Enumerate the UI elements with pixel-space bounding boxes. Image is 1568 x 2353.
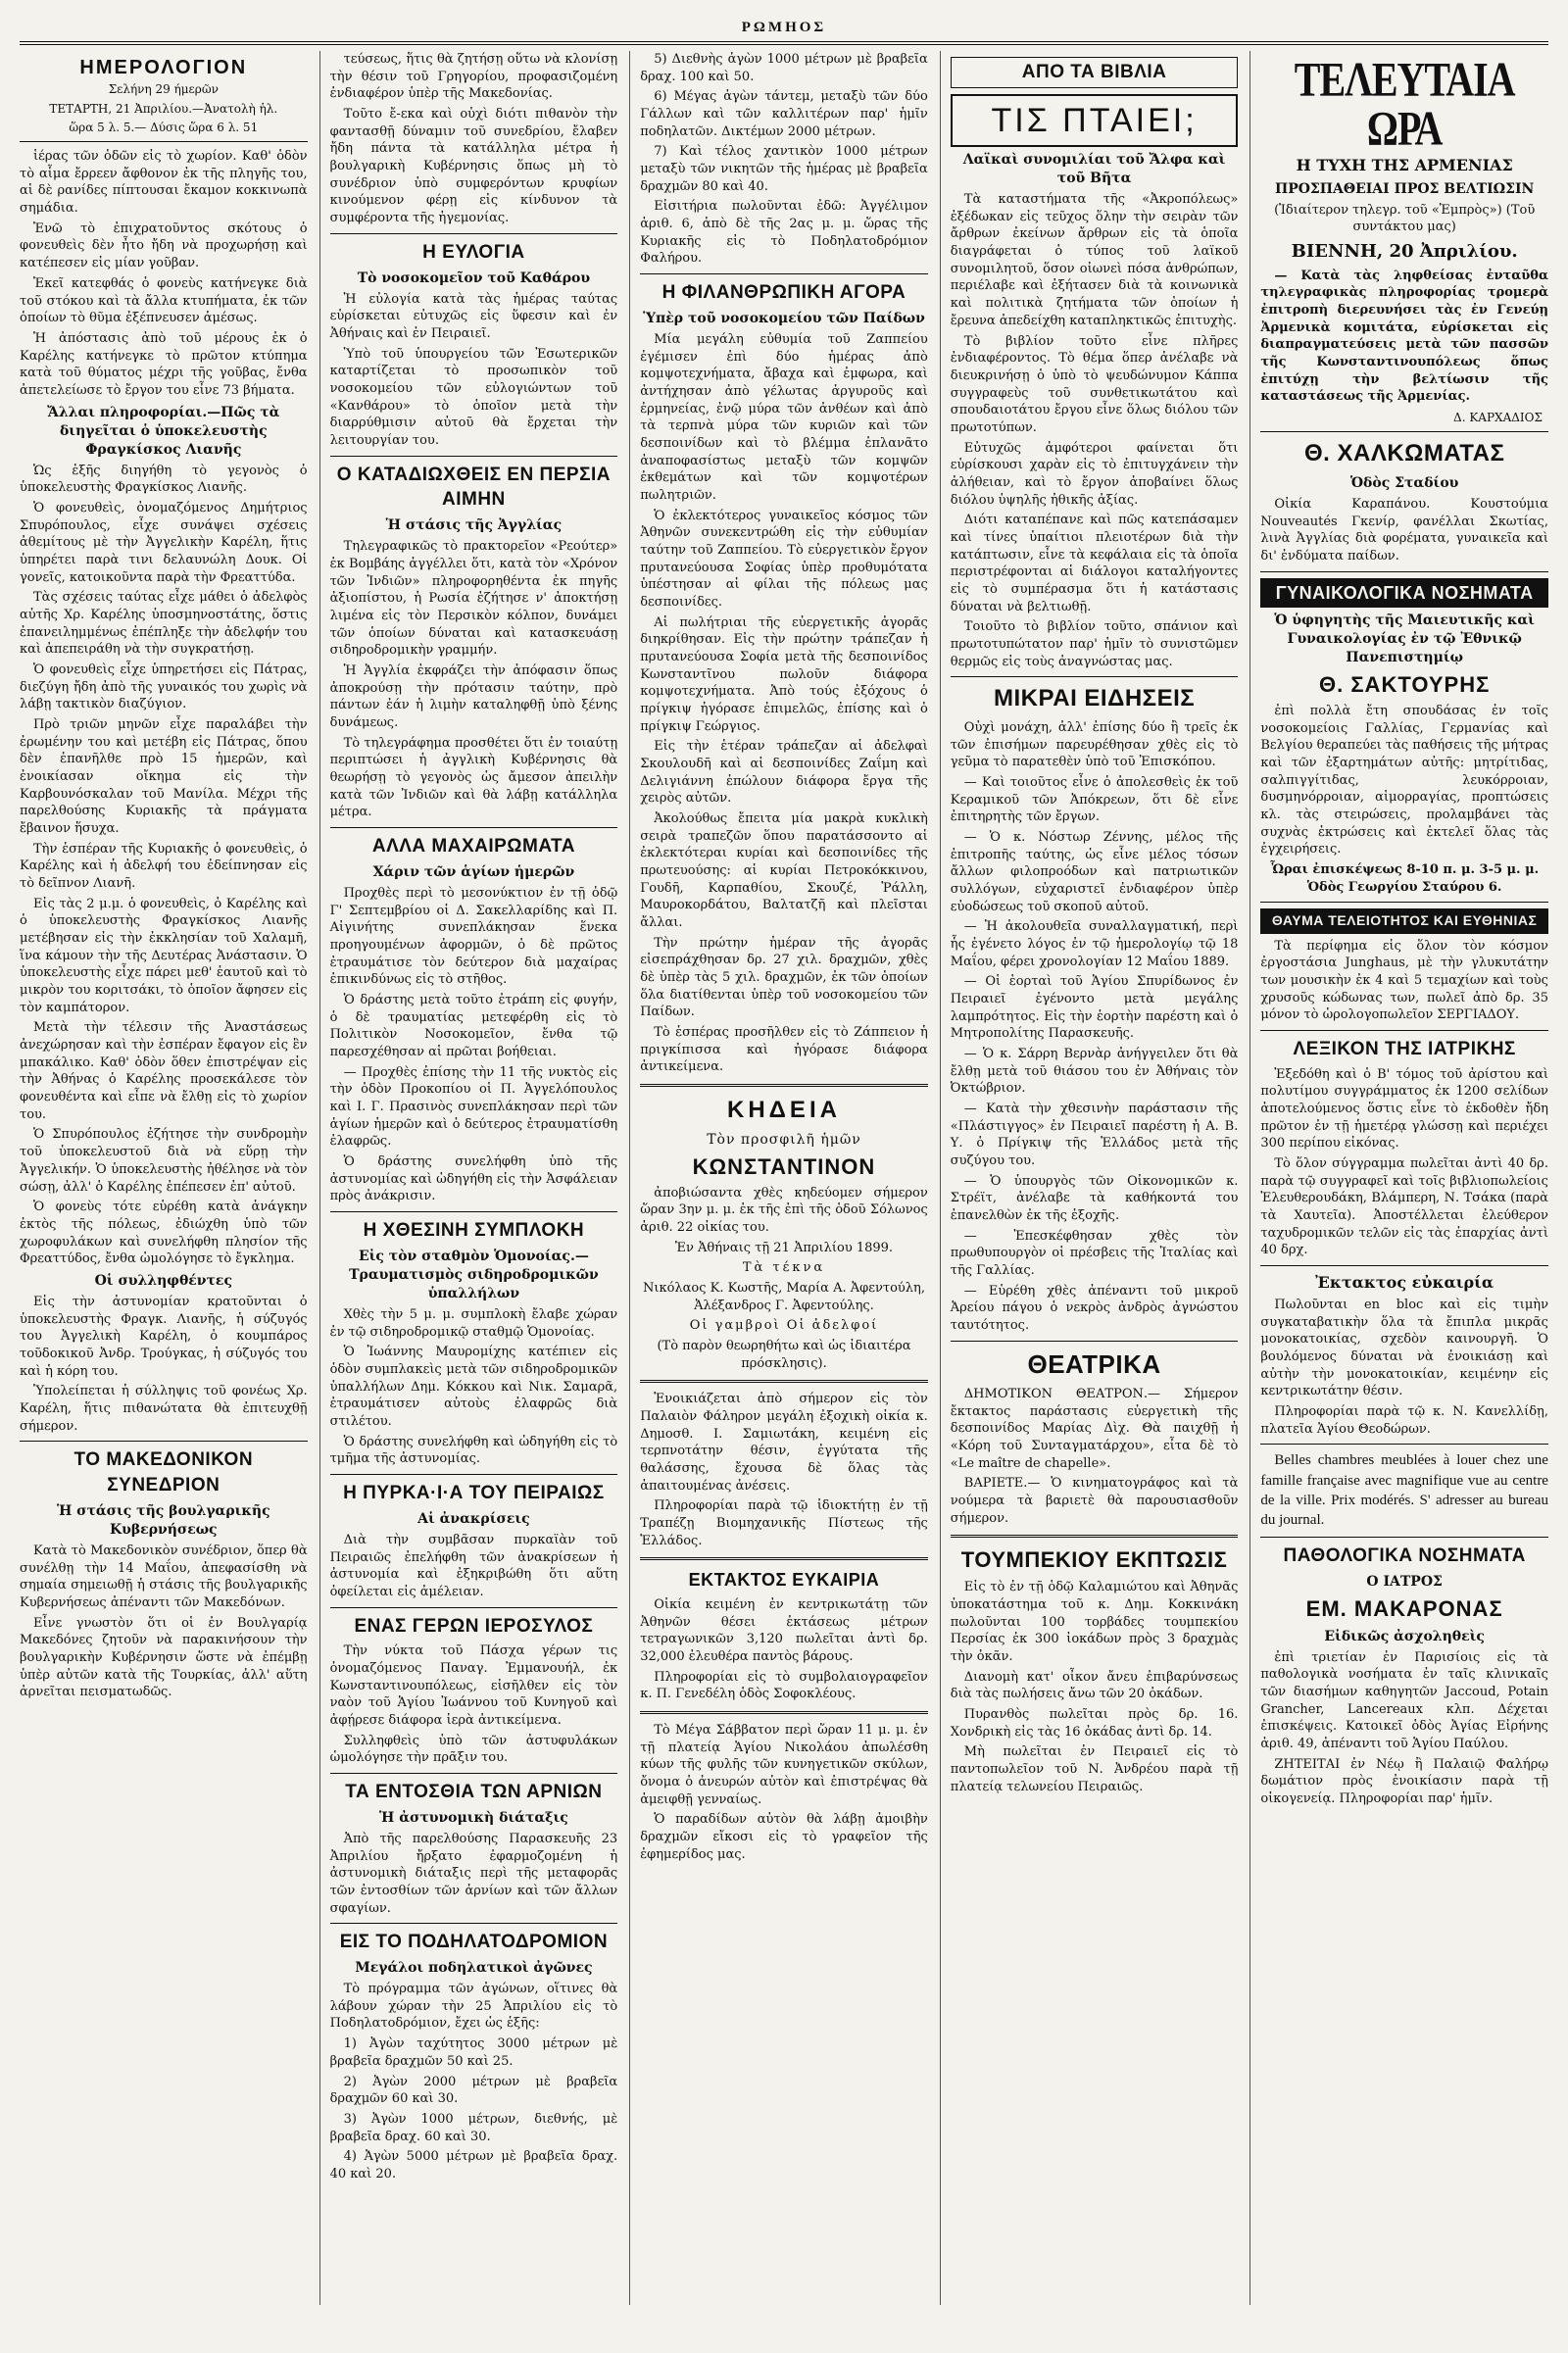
heading-macedonian-congress: ΤΟ ΜΑΚΕΔΟΝΙΚΟΝ ΣΥΝΕΔΡΙΟΝ [74,1449,254,1496]
article-murder: ἱέρας τῶν ὁδῶν εἰς τὸ χωρίον. Καθ' ὁδὸν τὸ αἷμα ἔρρεεν ἄφθονον ἐκ τῆς πληγῆς του, αἱ δὲ ρανίδες πίπτουσαι ἔκαμον κοκκινωπὰ σημάδια. Ἐνῶ τὸ ἐπιχρατοῦντος σκότους ὁ φονευθεὶς δὲν ἦτο ἤδη νὰ προχωρήσῃ καὶ κατέπεσεν εἰς μίαν γοῦβαν. Ἐκεῖ κατεφθάς ὁ φονεὺς κατήνεγκε διὰ τοῦ στόκου καὶ τὰ ἄλλα κτυπήματα, ἐκ τῶν ὁποίων τὸ θῦμα ἐξέπνευσεν ἀμέσως. Ἡ ἀπόστασις ἀπὸ τοῦ μέρους ἐκ ὁ Καρέλης κατήνεγκε τὸ πρῶτον κτύπημα κατὰ τοῦ θύματος μέχρι τῆς γοῦβας, ἔνθα ἀπετελείωσε τὸ ἔργον του εἶνε 73 βήματα. [20,149,308,398]
article-arrested: Εἰς τὴν ἀστυνομίαν κρατοῦνται ὁ ὑποκελευστὴς Φραγκ. Λιανῆς, ἡ σύζυγός του Ἀγγελικὴ Καρέλη, ὁ κουμπάρος τοῦδοκικοῦ Ἀνδρ. Τρούγκας, ἡ σύζυγός του καὶ ἡ κόρη του. Ὑπολείπεται ἡ σύλληψις τοῦ φονέως Χρ. Καρέλη, ἥτις πιθανώτατα θὰ ἐπιτευχθῇ σήμερον. [20,1294,308,1434]
subheading-police-order: Ἡ ἀστυνομικὴ διάταξις [379,1809,568,1826]
article-persia-port: Τηλεγραφικῶς τὸ πρακτορεῖον «Ρεούτερ» ἐκ Βομβάης ἀγγέλλει ὅτι, κατὰ τὸν «Χρόνον τῶν Ἰνδιῶν» πληροφορηθέντα ἐκ πηγῆς ἀξιοπίστου, ἡ Ρωσία ἐζήτησε ν' ἀποκτήσῃ λιμένα εἰς τὸν Περσικὸν κόλπον, δυνάμει τῶν ὁποίων δύναται καὶ κατασκευάσῃ σιδηροδρομικὴν γραμμήν. Ἡ Ἀγγλία ἐκφράζει τὴν ἀπόφασιν ὅπως ἀποκρούσῃ τὴν πρότασιν ταύτην, πρὸ πάντων ἐάν ἡ λιμὴν καταληφθῇ ὑπὸ ξένης δυνάμεως. Τὸ τηλεγράφημα προσθέτει ὅτι ἐν τοιαύτῃ περιπτώσει ἡ ἀγγλικὴ Κυβέρνησις θὰ θεωρήσῃ τὸ γεγονὸς ὡς ἄμεσον ἀπειλὴν κατὰ τῶν Ἰνδιῶν καὶ θὰ λάβῃ κατάλληλα μέτρα. [329,539,618,820]
article-old-thief: Τὴν νύκτα τοῦ Πάσχα γέρων τις ὀνομαζόμενος Παναγ. Ἐμμανουήλ, ἐκ Κωνσταντινουπόλεως, εἰσῆλθεν εἰς τὸν ναὸν τοῦ Ἁγίου Ἰωάννου τοῦ Κυνηγοῦ καὶ ἀφῄρεσε διάφορα ἱερὰ ἀντικείμενα. Συλληφθεὶς ὑπὸ τῶν ἀστυφυλάκων ὡμολόγησε τὴν πρᾶξιν του. [329,1643,618,1766]
funeral-deceased-name: ΚΩΝΣΤΑΝΤΙΝΟΝ [692,1153,876,1179]
column-3 [629,51,928,2305]
heading-funeral: ΚΗΔΕΙΑ [727,1097,841,1124]
doctor-saktouris: Θ. ΣΑΚΤΟΥΡΗΣ [1319,672,1491,698]
ad-gynecology: ἐπὶ πολλὰ ἔτη σπουδάσας ἐν τοῖς νοσοκομείοις Γαλλίας, Γερμανίας καὶ Βελγίου θεραπεύει τὰς παθήσεις τῆς μήτρας καὶ τῶν ἐξαρτημάτων αὐτῆς: μητρίτιδας, σαλπιγγίτιδας, λευκόρροιαν, δυσμηνόρροιαν, αἱμορραγίας, προπτώσεις κλ. τὰς στειρώσεις, προλαμβάνει τὰς συχνὰς ἐκτρώσεις καὶ ἐκτελεῖ ὅλας τὰς ἐγχειρήσεις. Ὧραι ἐπισκέψεως 8-10 π. μ. 3-5 μ. μ. Ὁδὸς Γεωργίου Σταύρου 6. [1260,704,1548,895]
masthead: ΡΩΜΗΟΣ [20,20,1548,45]
heading-last-hour: ΤΕΛΕΥΤΑΙΑ ΩΡΑ [1294,51,1515,156]
heading-pathology: ΠΑΘΟΛΟΓΙΚΑ ΝΟΣΗΜΑΤΑ [1283,1544,1526,1566]
heading-short-news: ΜΙΚΡΑΙ ΕΙΔΗΣΕΙΣ [994,685,1196,712]
almanac-date: ΤΕΤΑΡΤΗ, 21 Ἀπριλίου.—Ἀνατολὴ ἡλ. [49,101,278,116]
heading-charity-market: Η ΦΙΛΑΝΘΡΩΠΙΚΗ ΑΓΟΡΑ [662,282,906,304]
subheading-arrested: Οἱ συλληφθέντες [94,1272,232,1289]
subheading-bulgarian-stance: Ἡ στάσις τῆς βουλγαρικῆς Κυβερνήσεως [56,1502,270,1538]
article-theatre: ΔΗΜΟΤΙΚΟΝ ΘΕΑΤΡΟΝ.— Σήμερον ἔκτακτος παράστασις εὐεργετικὴ τῆς δεσποινίδος Μαρίας Δὶχ. Θὰ παιχθῇ ἡ «Κόρη τοῦ Συνταγματάρχου», εἶτα δὲ τὸ «Le maître de chapelle». ΒΑΡΙΕΤΕ.— Ὁ κινηματογράφος καὶ τὰ νούμερα τὰ βαριετὲ θὰ παρουσιασθοῦν σήμερον. [950,1387,1239,1526]
subheading-other-info: Ἄλλαι πληροφορίαι.—Πῶς τὰ διηγεῖται ὁ ὑποκελευστὴς Φραγκίσκος Λιανῆς [47,404,280,458]
dateline-vienna: ΒΙΕΝΝΗ, 20 Ἀπριλίου. [1291,241,1518,263]
heading-theatre: ΘΕΑΤΡΙΚΑ [1027,1348,1161,1379]
heading-persia-port: Ο ΚΑΤΑΔΙΩΧΘΕΙΣ ΕΝ ΠΕΡΣΙΑ ΑΙΜΗΝ [336,464,611,511]
almanac-sun: ὥρα 5 λ. 5.— Δύσις ὥρα 6 λ. 51 [69,120,259,134]
column-4 [940,51,1239,2305]
column-1 [20,51,308,2305]
ad-medical-dictionary: Ἐξεδόθη καὶ ὁ Β' τόμος τοῦ ἀρίστου καὶ πολυτίμου συγγράμματος ἐκ 1200 σελίδων ἀποτελούμενος ὅστις εἶνε τὸ ἐκδοθὲν ἤδη πρῶτον ἐν τῇ ἡμετέρᾳ γλώσσῃ καὶ περιέχει 300 περίπου εἰκόνας. Τὸ ὅλον σύγγραμμα πωλεῖται ἀντὶ 40 δρ. παρὰ τῷ συγγραφεῖ καὶ τοῖς βιβλιοπωλείοις Ἐλευθερουδάκη, Βλάμπερη, Ν. Τσάκα (παρὰ τὰ Χαυτεῖα). Ἀποστέλλεται ἐλεύθερον ταχυδρομικῶν τελῶν εἰς τὰς ἐπαρχίας ἀντὶ 40 δρχ. [1260,1066,1548,1258]
subheading-hospital: Τὸ νοσοκομεῖον τοῦ Καθάρου [357,270,591,286]
article-velodrome: Τὸ πρόγραμμα τῶν ἀγώνων, οἵτινες θὰ λάβουν χώραν τὴν 25 Ἀπριλίου εἰς τὸ Ποδηλατοδρόμιον, ἔχει ὡς ἑξῆς: 1) Ἀγὼν ταχύτητος 3000 μέτρων μὲ βραβεῖα δραχμῶν 50 καὶ 25. 2) Ἀγὼν 2000 μέτρων μὲ βραβεῖα δραχμῶν 60 καὶ 30. 3) Ἀγὼν 1000 μέτρων, διεθνής, μὲ βραβεῖα δραχ. 60 καὶ 30. 4) Ἀγὼν 5000 μέτρων μὲ βραβεῖα δραχ. 40 καὶ 20. [329,1982,618,2181]
article-lamb-entrails: Ἀπὸ τῆς παρελθούσης Παρασκευῆς 23 Ἀπριλίου ἤρξατο ἐφαρμοζομένη ἡ ἀστυνομικὴ διάταξις περὶ τῆς μεταφορᾶς τῶν ἐντοσθίων τῶν ἀρνίων καὶ τῶν ἄλλων σφαγίων. [329,1831,618,1916]
ad-house-sale: Οἰκία κειμένη ἐν κεντρικωτάτῃ τῶν Ἀθηνῶν θέσει ἐκτάσεως μέτρων τετραγωνικῶν 3,120 πωλεῖται ἀντὶ δρ. 32,000 ἐλευθέρα παντὸς βάρους. Πληροφορίαι εἰς τὸ συμβολαιογραφεῖον κ. Π. Γενεδέλη ὁδὸς Σοφοκλέους. [640,1596,928,1702]
article-armenia: — Κατὰ τὰς ληφθείσας ἐνταῦθα τηλεγραφικὰς πληροφορίας τρομερὰ ἐπιτροπὴ διερευνήσει τὰς ἐν Γενεύῃ Ἀρμενικὰ κομιτάτα, εὑρίσκεται εἰς διαπραγματεύσεις μετὰ τῶν πασσῶν τῆς Κωνσταντινουπόλεως ὅπως ἐπιτύχῃ τὴν βελτίωσιν τῆς καταστάσεως τῆς Ἀρμενίας. [1260,268,1548,405]
heading-smallpox: Η ΕΥΛΟΓΙΑ [422,241,525,263]
subheading-investigations: Αἱ ἀνακρίσεις [417,1510,530,1527]
heading-gynecology: ΓΥΝΑΙΚΟΛΟΓΙΚΑ ΝΟΣΗΜΑΤΑ [1260,578,1548,608]
article-velodrome-continued: 5) Διεθνὴς ἀγὼν 1000 μέτρων μὲ βραβεῖα δραχ. 100 καὶ 50. 6) Μέγας ἀγὼν τάντεμ, μεταξὺ τῶν δύο Γάλλων καὶ τῶν καλλιτέρων παρ' ἡμῖν ποδηλατῶν. Δικτέμων 2000 μέτρων. 7) Καὶ τέλος χαντικὸν 1000 μέτρων μεταξὺ τῶν νικητῶν τῆς ἡμέρας μὲ βραβεῖα δραχμῶν 80 καὶ 40. Εἰσιτήρια πωλοῦνται ἐδῶ: Ἀγγέλιμον ἀριθ. 6, ἀπὸ δὲ τῆς 2ας μ. μ. ὥρας τῆς Κυριακῆς εἰς τὸ Ποδηλατοδρόμιον Φαλήρου. [640,52,928,267]
subheading-associate-professor: Ὁ ὑφηγητὴς τῆς Μαιευτικῆς καὶ Γυναικολογίας ἐν τῷ Ἐθνικῷ Πανεπιστημίῳ [1274,613,1535,666]
subheading-england-stance: Ἡ στάσις τῆς Ἀγγλίας [385,517,563,534]
newspaper-page [20,20,1548,2314]
signature: Δ. ΚΑΡΧΑΔΙΟΣ [1453,410,1543,424]
article-short-news: Οὐχὶ μονάχη, ἀλλ' ἐπίσης δύο ἢ τρεῖς ἐκ τῶν ἐπισήμων παρευρέθησαν χθὲς εἰς τὸ γεῦμα τὸ παρατεθὲν ὑπὸ τοῦ Ἐπισκόπου. — Καὶ τοιοῦτος εἶνε ὁ ἀπολεσθεὶς ἐκ τοῦ Κεραμικοῦ τῶν Ἀπόκρεων, ὅτι δὲ εἶνε ἐπιτηρητὴς τῶν ἔργων. — Ὁ κ. Νόστωρ Ζέννης, μέλος τῆς ἐπιτροπῆς ταύτης, ὡς εἶνε μέλος τόσων ἄλλων φιλοπροόδων καὶ πατριωτικῶν συλλόγων, εὐχαριστεῖ ἐνδιαφέρον ὑπὲρ εὐοδώσεως τοῦ σκοποῦ αὐτοῦ. — Ἡ ἀκολουθεῖα συναλλαγματική, περὶ ἧς ἐγένετο λόγος ἐν τῷ ἡμερολογίῳ τῷ 18 Μαΐου, φέρει χρονολογίαν 12 Μαΐου 1889. — Οἱ ἑορταὶ τοῦ Ἁγίου Σπυρίδωνος ἐν Πειραιεῖ ἐγένοντο μετὰ μεγάλης λαμπρότητος. Εἰς τὴν ἑορτὴν παρέστη καὶ ὁ Μητροπολίτης Παρασκευῆς. — Ὁ κ. Σάρρη Βερνὰρ ἀνήγγειλεν ὅτι θὰ ἔλθῃ μετὰ τοῦ θιάσου του ἐν Ἀθήναις τὸν Ὀκτώβριον. — Κατὰ τὴν χθεσινὴν παράστασιν τῆς «Πλάστιγγος» ἐν Πειραιεῖ παρέστη ἡ Α. Β. Υ. ὁ Πρίγκιψ τῆς Ἑλλάδος μετὰ τῆς συζύγου του. — Ὁ ὑπουργὸς τῶν Οἰκονομικῶν κ. Στρέϊτ, ἀνέλαβε τὰ καθήκοντά του ἐπανελθὼν ἐκ τῆς ἐξοχῆς. — Ἐπεσκέφθησαν χθὲς τὸν πρωθυπουργὸν οἱ πρέσβεις τῆς Ἰταλίας καὶ τῆς Γαλλίας. — Εὑρέθη χθὲς ἀπέναντι τοῦ μικροῦ Ἀρείου πάγου ὁ νεκρὸς ἀνδρὸς ἀγνώστου ταυτότητος. [950,719,1239,1334]
almanac-title: ΗΜΕΡΟΛΟΓΙΟΝ [79,57,248,78]
heading-piraeus-fire: Η ΠΥΡΚΑ·Ι·Α ΤΟΥ ΠΕΙΡΑΙΩΣ [343,1482,605,1503]
subheading-childrens-hospital: Ὑπὲρ τοῦ νοσοκομείου τῶν Παίδων [643,310,925,326]
columns [20,51,1548,2305]
article-smallpox: Ἡ εὐλογία κατὰ τὰς ἡμέρας ταύτας εὑρίσκεται εὐτυχῶς εἰς ὕφεσιν καὶ ἐν Ἀθήναις καὶ ἐν Πειραιεῖ. Ὑπὸ τοῦ ὑπουργείου τῶν Ἐσωτερικῶν καταρτίζεται τὸ προσωπικὸν τοῦ νοσοκομείου τῶν εὐλογιώντων τοῦ «Κανθάρου» τὸ ὁποῖον μετὰ τὴν διαρρύθμισιν αὐτοῦ θὰ ἔρχεται τὴν λειτουργίαν του. [329,291,618,448]
subheading-omonia-station: Εἰς τὸν σταθμὸν Ὁμονοίας.—Τραυματισμὸς σιδηροδρομικῶν ὑπαλλήλων [349,1248,599,1301]
heading-special-offer: Ἐκτακτος εὐκαιρία [1315,1273,1494,1293]
article-congress-continued: τεύσεως, ἥτις θὰ ζητήσῃ οὕτω νὰ κλονίσῃ τὴν θέσιν τοῦ Γρηγορίου, προφασιζομένη ἐνδιαφέρον ὑπὲρ τῆς Μακεδονίας. Τοῦτο ἔ-εκα καὶ οὐχὶ διότι πιθανὸν τὴν φαντασθῇ δύναμιν τοῦ συνεδρίου, ἔλαβεν ἤδη πάντα τὰ κατάλληλα μέτρα ἡ βουλγαρικὴ Κυβέρνησις ὅπως μὴ τὸ συνέδριον ὑπὸ συμφερόντων κρυφίων κινούμενον φέρῃ εἰς κίνδυνον τὰ συμφέροντα τῆς ἡγεμονίας. [329,52,618,226]
subheading-popular-dialogues: Λαϊκαὶ συνομιλίαι τοῦ Ἄλφα καὶ τοῦ Βῆτα [962,152,1226,187]
ad-tobacco: Εἰς τὸ ἐν τῇ ὁδῷ Καλαμιώτου καὶ Ἀθηνᾶς ὑποκατάστημα τοῦ κ. Δημ. Κοκκινάκη πωλοῦνται 100 τορβάδες τουμπεκίου Περσίας ἐκ 300 ἰοκάδων πρὸς 3 δραχμὰς τὴν ὀκᾶν. Διανομὴ κατ' οἶκον ἄνευ ἐπιβαρύνσεως διὰ τὰς πωλήσεις ἄνω τῶν 20 ὀκάδων. Πυρανθὸς πωλεῖται πρὸς δρ. 16. Χονδρικὴ εἰς τὰς 16 ὀκάδας ἀντὶ δρ. 14. Μὴ πωλεῖται ἐν Πειραιεῖ εἰς τὸ παντοπωλεῖον τοῦ Ν. Ἀνδρέου παρὰ τῇ πλατείᾳ τελωνείου Πειραιῶς. [950,1580,1239,1794]
subheading-specialized: Εἰδικῶς ἀσχοληθεὶς [1324,1628,1485,1644]
telegram-source: (Ἰδιαίτερον τηλεγρ. τοῦ «Ἐμπρὸς») (Τοῦ συντάκτου μας) [1274,202,1536,235]
heading-lamb-entrails: ΤΑ ΕΝΤΟΣΘΙΑ ΤΩΝ ΑΡΝΙΩΝ [345,1782,603,1803]
heading-stabbings: ΑΛΛΑ ΜΑΧΑΙΡΩΜΑΤΑ [371,836,575,858]
heading-old-thief: ΕΝΑΣ ΓΕΡΩΝ ΙΕΡΟΣΥΛΟΣ [354,1615,594,1637]
heading-perfection: ΘΑΥΜΑ ΤΕΛΕΙΟΤΗΤΟΣ ΚΑΙ ΕΥΘΗΝΙΑΣ [1260,908,1548,933]
heading-velodrome: ΕΙΣ ΤΟ ΠΟΔΗΛΑΤΟΔΡΟΜΙΟΝ [339,1932,609,1953]
funeral-intro: Τὸν προσφιλῆ ἡμῶν [707,1131,861,1148]
subheading-improvement-efforts: ΠΡΟΣΠΑΘΕΙΑΙ ΠΡΟΣ ΒΕΛΤΙΩΣΙΝ [1274,180,1535,197]
ad-furniture: Πωλοῦνται en bloc καὶ εἰς τιμὴν συγκαταβατικὴν ὅλα τὰ ἔπιπλα μικρᾶς μονοκατοικίας, σχεδὸν καινουργῆ. Ὁ βουλόμενος δύναται νὰ ἐνοικιάσῃ καὶ αὐτὴν τὴν μονοκατοικίαν, κειμένην εἰς κεντρικωτάτην θέσιν. Πληροφορίαι παρὰ τῷ κ. Ν. Κανελλίδῃ, πλατεῖα Ἁγίου Θεοδώρων. [1260,1297,1548,1437]
subheading-stadiou-street: Ὁδὸς Σταδίου [1349,474,1459,491]
heading-tobacco-discount: ΤΟΥΜΠΕΚΙΟΥ ΕΚΠΤΩΣΙΣ [960,1547,1228,1573]
heading-yesterday-brawl: Η ΧΘΕΣΙΝΗ ΣΥΜΠΛΟΚΗ [363,1220,585,1242]
book-title: ΤΙΣ ΠΤΑΙΕΙ; [951,94,1239,147]
almanac-moon: Σελήνη 29 ήμερῶν [108,82,219,97]
article-book-review: Τὰ καταστήματα τῆς «Ἀκροπόλεως» ἐξέδωκαν εἰς τεῦχος ὅλην τὴν σειρὰν τῶν ἄρθρων ἐκείνων ἄρθρων εἰς τὰ ὁποῖα διαγράφεται ὁ τύπος τοῦ λαϊκοῦ συνομιλητοῦ, ὅσον οἰωνεὶ πόσα ἀνθρώπων, περιέλαβε καὶ ἐξήτασεν διὰ τὰ κοινωνικὰ καὶ πολιτικὰ ζητήματα τῶν ὁποίων ἡ ἔρευνα ἀπεδείχθη καταπληκτικῶς ἐπιτυχὴς. Τὸ βιβλίον τοῦτο εἶνε πλῆρες ἐνδιαφέροντος. Τὸ θέμα ὅπερ ἀνέλαβε νὰ διευκρινήσῃ ὁ ὑπὸ τὸ ψευδώνυμον Κάππα συγγραφεὺς τοῦ συνθετικωτάτου καὶ σπουδαιοτάτου ἔργου εἶνε ὅλως διόλου τῶν πρωτοτύπων. Εὐτυχῶς ἀμφότεροι φαίνεται ὅτι εὑρίσκουσι χαρὰν εἰς τὸ ἐπιτυγχάνειν τὴν ἀλήθειαν, καὶ τὸ ἔργον ἀποβαίνει ὅλως διόλου ὑψηλῆς ἠθικῆς ἀξίας. Διότι καταπέπανε καὶ πῶς κατεπάσαμεν καὶ τίνες ὑπαίτιοι πλειοτέρων διὰ τὴν κατάπτωσιν, εἶνε τὰ κεφάλαια εἰς τὰ ὁποῖα περιστρέφονται αἱ διάλογοι καταλήγοντες εἰς τὸ συμπέρασμα ὅτι ἡ κατάστασις δύναται νὰ βελτιωθῇ. Τοιοῦτο τὸ βιβλίον τοῦτο, σπάνιον καὶ πρωτοτυπώτατον παρ' ἡμῖν τὸ συνιστῶμεν θερμῶς εἰς τοὺς ἀναγνώστας μας. [950,192,1239,669]
ad-rental-faliro: Ἐνοικιάζεται ἀπὸ σήμερον εἰς τὸν Παλαιὸν Φάληρον μεγάλη ἐξοχικὴ οἰκία κ. Δημοσθ. Ι. Σαμιωτάκη, κειμένη εἰς τερπνοτάτην θέσιν, ἐγγύτατα τῆς θαλάσσης, ἔχουσα δὲ ὅλας τὰς ἀπαιτουμένας ἀνέσεις. Πληροφορίαι παρὰ τῷ ἰδιοκτήτῃ ἐν τῇ Τραπέζῃ Βιομηχανικῆς Πίστεως τῆς Ἑλλάδος. [640,1392,928,1548]
article-fire: Διὰ τὴν συμβᾶσαν πυρκαϊὰν τοῦ Πειραιῶς ἐπελήφθη τῶν ἀνακρίσεων ἡ ἀστυνομία καὶ ἐξηκριβώθη ὅτι αὕτη ὀφείλεται εἰς ἀμέλειαν. [329,1532,618,1599]
article-stabbings: Προχθὲς περὶ τὸ μεσονύκτιον ἐν τῇ ὁδῷ Γ' Σεπτεμβρίου οἱ Δ. Σακελλαρίδης καὶ Π. Αἰγινήτης συνεπλάκησαν ἕνεκα προηγουμένων ἀφορμῶν, ὁ δὲ πρῶτος ἐτραυμάτισε τὸν δεύτερον διὰ μαχαίρας ἐπικινδύνως εἰς τὸ στῆθος. Ὁ δράστης μετὰ τοῦτο ἐτράπη εἰς φυγήν, ὁ δὲ τραυματίας μετεφέρθη εἰς τὸ Πολιτικὸν Νοσοκομεῖον, ἔνθα τῷ παρεσχέθησαν αἱ πρῶται βοήθειαι. — Προχθὲς ἐπίσης τὴν 11 τῆς νυκτὸς εἰς τὴν ὁδὸν Προκοπίου οἱ Π. Ἀγγελόπουλος καὶ Ι. Γ. Πρασινὸς συνεπλάκησαν περὶ τῶν ἁγίων ἡμερῶν καὶ ὁ δεύτερος ἐτραυματίσθη ἐλαφρῶς. Ὁ δράστης συνελήφθη ὑπὸ τῆς ἀστυνομίας καὶ ὡδηγήθη εἰς τὴν Ἀσφάλειαν πρὸς ἀνάκρισιν. [329,885,618,1204]
article-charity-market: Μία μεγάλη εὐθυμία τοῦ Ζαππείου ἐγέμισεν ἐπὶ δύο ἡμέρας ἀπὸ κομψοτεχνήματα, ἄβαχα καὶ ἐμφωρα, καὶ ἀντήχησαν ἀπὸ γέλωτας ἀργυροῦς καὶ ἐρμηνείας, ἐνῷ μύρα τῶν ἀνθέων καὶ ἀπὸ τὰ τερπνὰ μύρα τῶν κυριῶν καὶ τῶν δεσποινίδων καὶ τὸ βλέμμα ἐπλανᾶτο ἀναποφασίστως μεταξὺ τῶν κομψῶν ἐκθεμάτων καὶ τῶν κομψοτέρων πωλητριῶν. Ὁ ἐκλεκτότερος γυναικεῖος κόσμος τῶν Ἀθηνῶν συνεκεντρώθη εἰς τὴν εὐθυμίαν ταύτην τοῦ Ζαππείου. Τὸ εὐεργετικὸν ἔργον πρυτανεύουσα Σοφίας ὑπὲρ προθυμότατα ὑπέστησαν αἱ φίλαι τῆς πόλεως μας δεσποινίδες. Αἱ πωλήτριαι τῆς εὐεργετικῆς ἀγορᾶς διηκρίθησαν. Εἰς τὴν πρώτην τράπεζαν ἡ πρυτανεύουσα Σοφία μετὰ τῆς δεσποινίδος Κωνσταντῖνου πωλοῦν διάφορα κομψοτεχνήματα. Ἀπὸ τούς ἐξόχους ὁ πρίγκιψ ἠγόρασε ἐπιμελῶς, ἐπίσης καὶ ὁ πρίγκιψ Γεώργιος. Εἰς τὴν ἑτέραν τράπεζαν αἱ ἀδελφαὶ Σκουλουδῆ καὶ αἱ δεσποινίδες Ζαΐμη καὶ Δελιγιάννη ἐπώλουν διάφορα ἔργα τῆς χειρὸς αὐτῶν. Ἀκολούθως ἔπειτα μία μακρὰ κυκλικὴ σειρὰ τραπεζῶν ὅπου παρατάσσοντο αἱ ἐκλεκτότεραι κυρίαι καὶ δεσποινίδες τῆς πρωτευούσης: αἱ κυρίαι Πετροκόκκινου, Γουδῆ, Καρπαθίου, Σκουζέ, Ῥάλλη, Μαυροκορδάτου, Βαλτατζῆ καὶ πλεῖσται ἄλλαι. Τὴν πρώτην ἡμέραν τῆς ἀγορᾶς εἰσεπράχθησαν δρ. 27 χιλ. δραχμῶν, χθὲς δὲ ὑπὲρ τὰς 5 χιλ. δραχμῶν, ἐκ τῶν ὁποίων ὅλα διατίθενται ὑπὲρ τοῦ νοσοκομείου τῶν Παίδων. Τὸ ἑσπέρας προσῆλθεν εἰς τὸ Ζάππειον ἡ πριγκίπισσα καὶ ἠγόρασε διάφορα ἀντικείμενα. [640,331,928,1075]
ad-pathology: ἐπὶ τριετίαν ἐν Παρισίοις εἰς τὰ παθολογικὰ νοσήματα ἐν ταῖς κλινικαῖς τῶν διασήμων καθηγητῶν Jaccoud, Potain Grancher, Lancereaux κλπ. Δέχεται ἐπισκέψεις. Κατοικεῖ ὁδὸς Ἀγίας Εἰρήνης ἀριθ. 49, ἀπέναντι τοῦ Ἁγίου Παύλου. ΖΗΤΕΙΤΑΙ ἐν Νέῳ ἢ Παλαιῷ Φαλήρῳ δωμάτιον πρὸς ἐνοικίασιν παρὰ τῇ οἰκογενείᾳ. Πληροφορίαι παρ' ἡμῖν. [1260,1649,1548,1806]
ad-lost-dog: Τὸ Μέγα Σάββατον περὶ ὥραν 11 μ. μ. ἐν τῇ πλατείᾳ Ἁγίου Νικολάου ἀπωλέσθη κύων τῆς φυλῆς τῶν κυνηγετικῶν σκύλων, ὄνομα ὁ ἀνευρών αὐτὸν καὶ ἐπιστρέψας θὰ ἀμειφθῇ γενναίως. Ὁ παραδίδων αὐτὸν θὰ λάβῃ ἀμοιβὴν δραχμῶν εἴκοσι εἰς τὸ γραφεῖον τῆς ἐφημερίδος μας. [640,1722,928,1862]
column-5 [1250,51,1548,2305]
heading-from-books: ΑΠΟ ΤΑ ΒΙΒΛΙΑ [951,57,1239,88]
article-macedonian-congress: Κατὰ τὸ Μακεδονικὸν συνέδριον, ὅπερ θὰ συνέλθῃ τὴν 14 Μαΐου, ἀπεφασίσθη νὰ σημαία σημειωθῇ ἡ στάσις τῆς βουλγαρικῆς Κυβερνήσεως ἀπέναντι τῶν Μακεδόνων. Εἶνε γνωστὸν ὅτι οἱ ἐν Βουλγαρίᾳ Μακεδόνες ζητοῦν νὰ παρακινήσουν τὴν βουλγαρικὴν Κυβέρνησιν ὥστε νὰ ἐπέμβῃ ὑπὲρ αὐτῶν κατὰ τῆς Τουρκίας, ἀλλ' αὕτη ἀρνεῖται πεισματωδῶς. [20,1543,308,1700]
subheading-cycling-races: Μεγάλοι ποδηλατικοὶ ἀγῶνες [355,1960,593,1977]
column-2 [319,51,618,2305]
doctor-makaronas: ΕΜ. ΜΑΚΑΡΟΝΑΣ [1305,1595,1503,1621]
heading-medical-dictionary: ΛΕΞΙΚΟΝ ΤΗΣ ΙΑΤΡΙΚΗΣ [1293,1038,1516,1059]
ad-clocks: Τὰ περίφημα εἰς ὅλον τὸν κόσμον ἐργοστάσια Junghaus, μὲ τὴν γλυκυτάτην των μουσικὴν ἐκ 4 καὶ 5 τεμαχίων καὶ τοὺς χρυσοῦς κώδωνας των, πωλεῖ ἀπὸ δρ. 35 μόνον τὸ ὡρολογοπωλεῖον ΣΕΡΓΙΑΔΟΥ. [1260,938,1548,1023]
ad-furnished-rooms: Belles chambres meublées à louer chez une famille française avec magnifique vue au centre de la ville. Prix modérés. S' adresser au bureau du journal. [1260,1452,1548,1529]
article-murder-details: Ὡς ἑξῆς διηγήθη τὸ γεγονὸς ὁ ὑποκελευστὴς Φραγκίσκος Λιανῆς. Ὁ φονευθεὶς, ὀνομαζόμενος Δημήτριος Σπυρόπουλος, εἶχε συνάψει σχέσεις ἀθεμίτους μὲ τὴν Ἀγγελικὴν Καρέλη, ἥτις ὑπηρέτει παρὰ τινι δελαυνώλη Δουκ. Οἱ γονεῖς, κατοικοῦντα παρὰ τὴν Φρεαττύδα. Τὰς σχέσεις ταύτας εἶχε μάθει ὁ ἀδελφὸς αὐτῆς Χρ. Καρέλης ὑποσμηνοστάτης, ὅστις ἐπανειλημμένως ἐπέπληξε τὴν ἀδελφήν του καὶ ἀπεπειράθη νὰ τὴν συγκρατήσῃ. Ὁ φονευθεὶς εἶχε ὑπηρετήσει εἰς Πάτρας, διεζύγη ἤδη ἀπὸ τῆς γυναικός του χωρὶς νὰ λάβῃ τακτικὸν διαζύγιον. Πρὸ τριῶν μηνῶν εἶχε παραλάβει τὴν ἐρωμένην του καὶ μετέβη εἰς Πάτρας, ὅπου δὲν ἐπανῆλθε πρὸ 15 ἡμερῶν, καὶ ἐνοικίασαν οἴκημα εἰς τὴν Καρβουνόσκαλαν τοῦ Μανίλα. Μέχρι τῆς παρελθούσης Κυριακῆς τὰ πράγματα ἔβαινον ἥσυχα. Τὴν ἑσπέραν τῆς Κυριακῆς ὁ φονευθεὶς, ὁ Καρέλης καὶ ἡ ἀδελφή του ἐδείπνησαν εἰς τὸ δεῖπνον Λιανῆ. Εἰς τὰς 2 μ.μ. ὁ φονευθεὶς, ὁ Καρέλης καὶ ὁ ὑποκελευστὴς Φραγκίσκος Λιανῆς μετέβησαν εἰς τὴν ἐκκλησίαν τοῦ Χαλαμῆ, ἵνα κάμουν τὴν τῆς Δευτέρας Ἀνάστασιν. Ὁ ὑποκελευστὴς εἶχε πάρει μεθ' ἑαυτοῦ καὶ τὸ μικρὸν του κοριτσάκι, τὸ ὁποῖον ἄφησεν εἰς τὸν καμπάτορον. Μετὰ τὴν τέλεσιν τῆς Ἀναστάσεως ἀνεχώρησαν καὶ τὴν ἐσπέραν ἔφαγον εἰς ἓν μπακάλικο. Καθ' ὁδὸν ὅθεν ἐπιστρέψαν εἰς τὴν Ἀθήνας ὁ Καρέλης προσεκάλεσε τὸν φονευθέντα καὶ εἶπε νὰ ἔλθῃ εἰς τὸ χωρίον του. Ὁ Σπυρόπουλος ἐζήτησε τὴν συνδρομὴν τοῦ ὑποκελευστοῦ διὰ νὰ εὕρῃ τὴν Ἀγγελικήν. Ὁ ὑποκελευστὴς ἠθέλησε νὰ τὸν σώσῃ, ἀλλ' ὁ Καρέλης ἐπέπεσεν ἐπ' αὐτοῦ. Ὁ φονεὺς τότε εὑρέθη κατὰ ἀνάγκην ἐκτὸς τῆς πόλεως, ἐδιώχθη ὑπὸ τῶν χωροφυλάκων καὶ συνελήφθη πλησίον τῆς Φρεαττύδος, ἔνθα ὡμολόγησε τὸ ἔγκλημα. [20,463,308,1267]
subheading-doctor: Ο ΙΑΤΡΟΣ [1366,1573,1443,1590]
funeral-notice: ἀποβιώσαντα χθὲς κηδεύομεν σήμερον ὥραν 3ην μ. μ. ἐκ τῆς ἐπὶ τῆς ὁδοῦ Σόλωνος ἀριθ. 22 οἰκίας του. Ἐν Ἀθήναις τῇ 21 Ἀπριλίου 1899. Τὰ τέκνα Νικόλαος Κ. Κωστῆς, Μαρία Α. Ἀφεντούλη, Ἀλέξανδρος Γ. Ἀφεντούλης. Οἱ γαμβροὶ Οἱ ἀδελφοί (Τὸ παρὸν θεωρηθήτω καὶ ὡς ἰδιαιτέρα πρόσκλησις). [640,1185,928,1371]
heading-special-opportunity: ΕΚΤΑΚΤΟΣ ΕΥΚΑΙΡΙΑ [688,1570,880,1591]
ad-chalkomatas: Οἰκία Καραπάνου. Κουστούμια Nouveautés Γκενίρ, φανέλλαι Σκωτίας, λινὰ Ἀγγλίας διὰ φορέματα, γυναικεῖα καὶ δι' ἐνδύματα παίδων. [1260,496,1548,564]
article-brawl: Χθὲς τὴν 5 μ. μ. συμπλοκὴ ἔλαβε χώραν ἐν τῷ σιδηροδρομικῷ σταθμῷ Ὁμονοίας. Ὁ Ἰωάννης Μαυρομίχης κατέπιεν εἰς ὁδὸν συμπλακεὶς μετὰ τῶν σιδηροδρομικῶν ὑπαλλήλων Δημ. Κόκκου καὶ Νικ. Σαμαρᾶ, ἐτραυμάτισεν αὐτοὺς ἐλαφρῶς διὰ στιλέτου. Ὁ δράστης συνελήφθη καὶ ὡδηγήθη εἰς τὸ τμῆμα τῆς ἀστυνομίας. [329,1306,618,1467]
subheading-holy-days: Χάριν τῶν ἁγίων ἡμερῶν [372,863,575,880]
subheading-armenia: Η ΤΥΧΗ ΤΗΣ ΑΡΜΕΝΙΑΣ [1296,156,1513,174]
heading-chalkomatas: Θ. ΧΑΛΚΩΜΑΤΑΣ [1303,440,1505,467]
